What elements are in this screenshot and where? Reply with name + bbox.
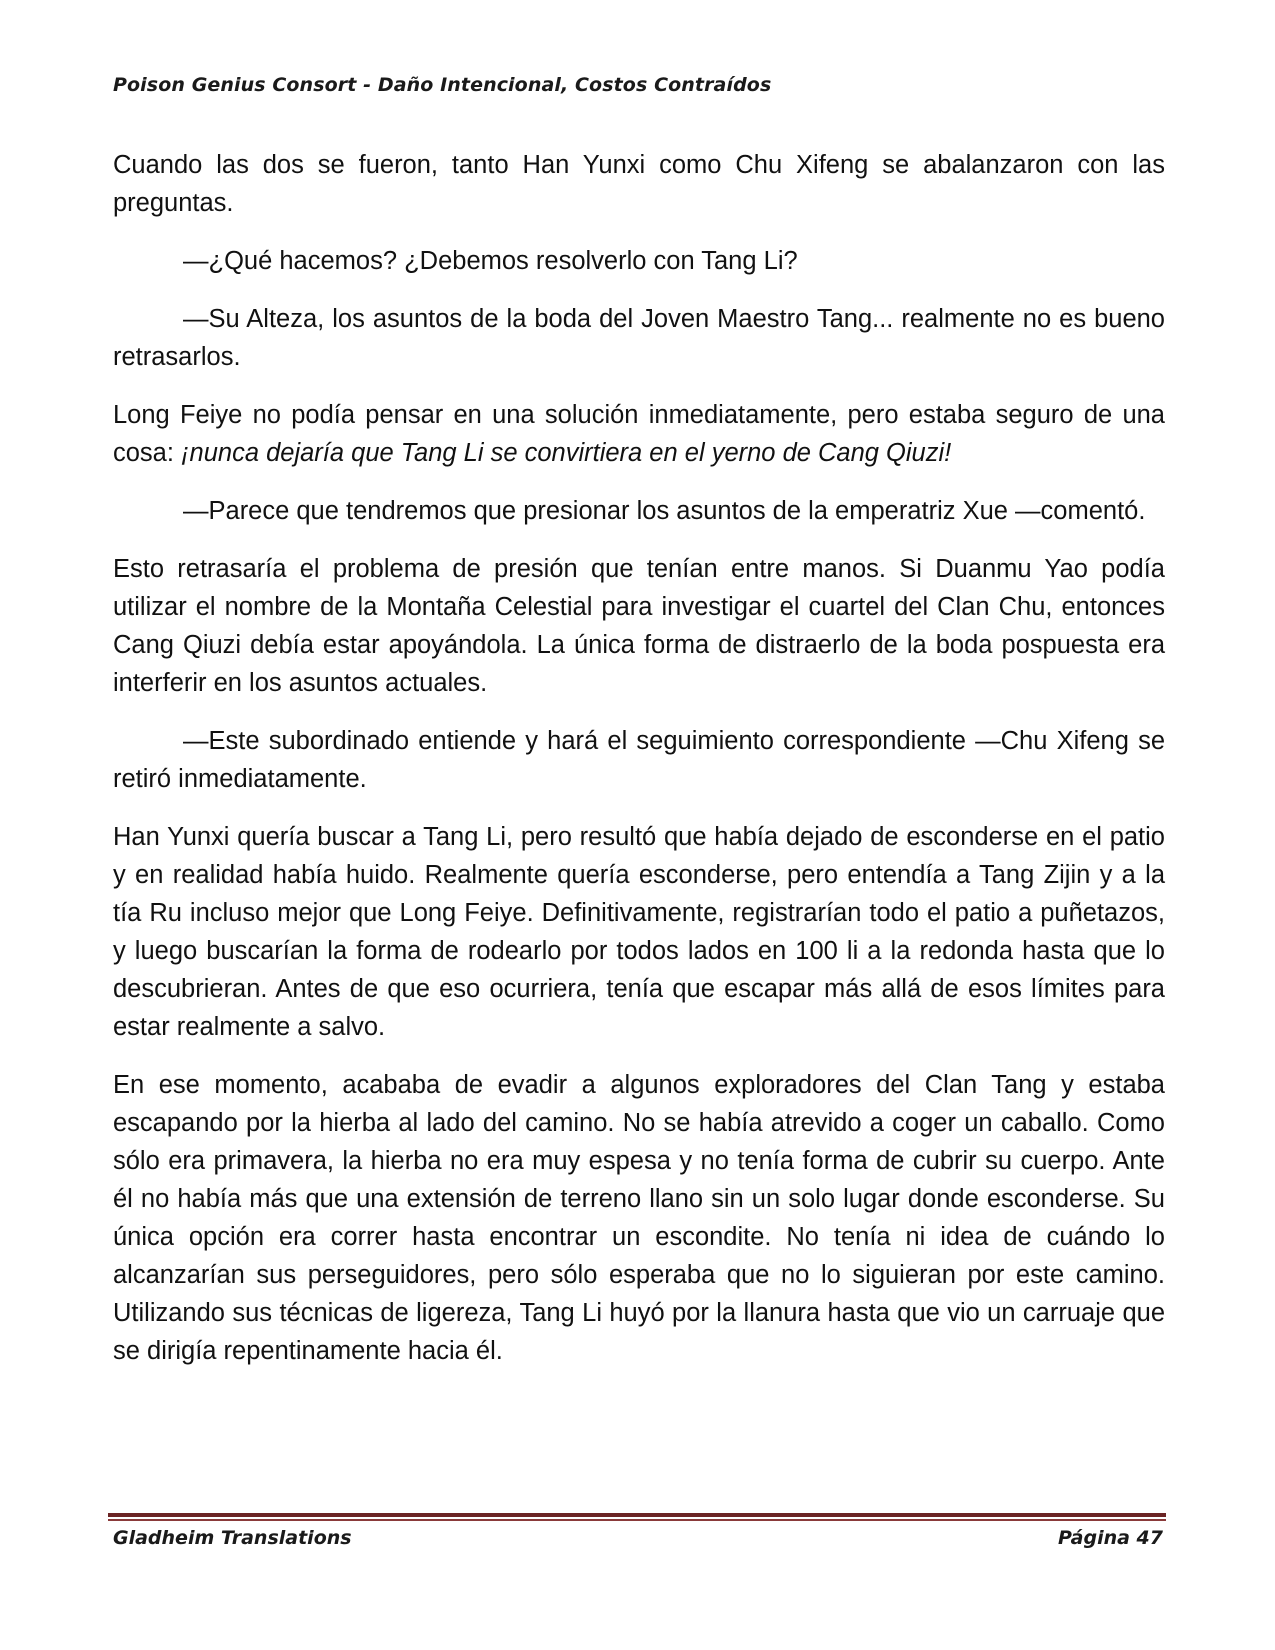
paragraph: Esto retrasaría el problema de presión que tenían entre manos. Si Duanmu Yao podía utilizar el nombre de la Montaña Celestial para investigar el cuartel del Clan Chu, entonces Cang Qiuzi debía estar apoyándola. La única forma de distraerlo de la boda pospuesta era interferir en los asuntos actuales. [113, 555, 1165, 697]
footer-rule-thick [108, 1513, 1166, 1517]
paragraph: Cuando las dos se fueron, tanto Han Yunxi como Chu Xifeng se abalanzaron con las preguntas. [113, 151, 1165, 217]
paragraph-text: Long Feiye no podía pensar en una solución inmediatamente, pero estaba seguro de una cosa: [113, 401, 1165, 467]
dialogue-paragraph: —Parece que tendremos que presionar los asuntos de la emperatriz Xue —comentó. [183, 497, 1146, 525]
footer-rule-thin [108, 1519, 1166, 1521]
paragraph [113, 396, 1165, 472]
page-header-title: Poison Genius Consort - Daño Intencional, Costos Contraídos [113, 74, 772, 96]
paragraph: En ese momento, acababa de evadir a algunos exploradores del Clan Tang y estaba escapando por la hierba al lado del camino. No se había atrevido a coger un caballo. Como sólo era primavera, la hierba no era muy espesa y no tenía forma de cubrir su cuerpo. Ante él no había más que una extensión de terreno llano sin un solo lugar donde esconderse. Su única opción era correr hasta encontrar un escondite. No tenía ni idea de cuándo lo alcanzarían sus perseguidores, pero sólo esperaba que no lo siguieran por este camino. Utilizando sus técnicas de ligereza, Tang Li huyó por la llanura hasta que vio un carruaje que se dirigía repentinamente hacia él. [113, 1071, 1165, 1365]
dialogue-paragraph: —Este subordinado entiende y hará el seguimiento correspondiente —Chu Xifeng se retiró inmediatamente. [113, 727, 1165, 793]
dialogue-paragraph: —Su Alteza, los asuntos de la boda del Joven Maestro Tang... realmente no es bueno retrasarlos. [113, 305, 1165, 371]
document-body [113, 146, 1165, 1390]
paragraph: Han Yunxi quería buscar a Tang Li, pero resultó que había dejado de esconderse en el patio y en realidad había huido. Realmente quería esconderse, pero entendía a Tang Zijin y a la tía Ru incluso mejor que Long Feiye. Definitivamente, registrarían todo el patio a puñetazos, y luego buscarían la forma de rodearlo por todos lados en 100 li a la redonda hasta que lo descubrieran. Antes de que eso ocurriera, tenía que escapar más allá de esos límites para estar realmente a salvo. [113, 823, 1165, 1041]
footer-page-number: Página 47 [1057, 1527, 1163, 1549]
italic-thought: ¡nunca dejaría que Tang Li se convirtiera en el yerno de Cang Qiuzi! [181, 439, 952, 467]
dialogue-paragraph: —¿Qué hacemos? ¿Debemos resolverlo con Tang Li? [183, 247, 798, 275]
footer-translator: Gladheim Translations [113, 1527, 352, 1549]
